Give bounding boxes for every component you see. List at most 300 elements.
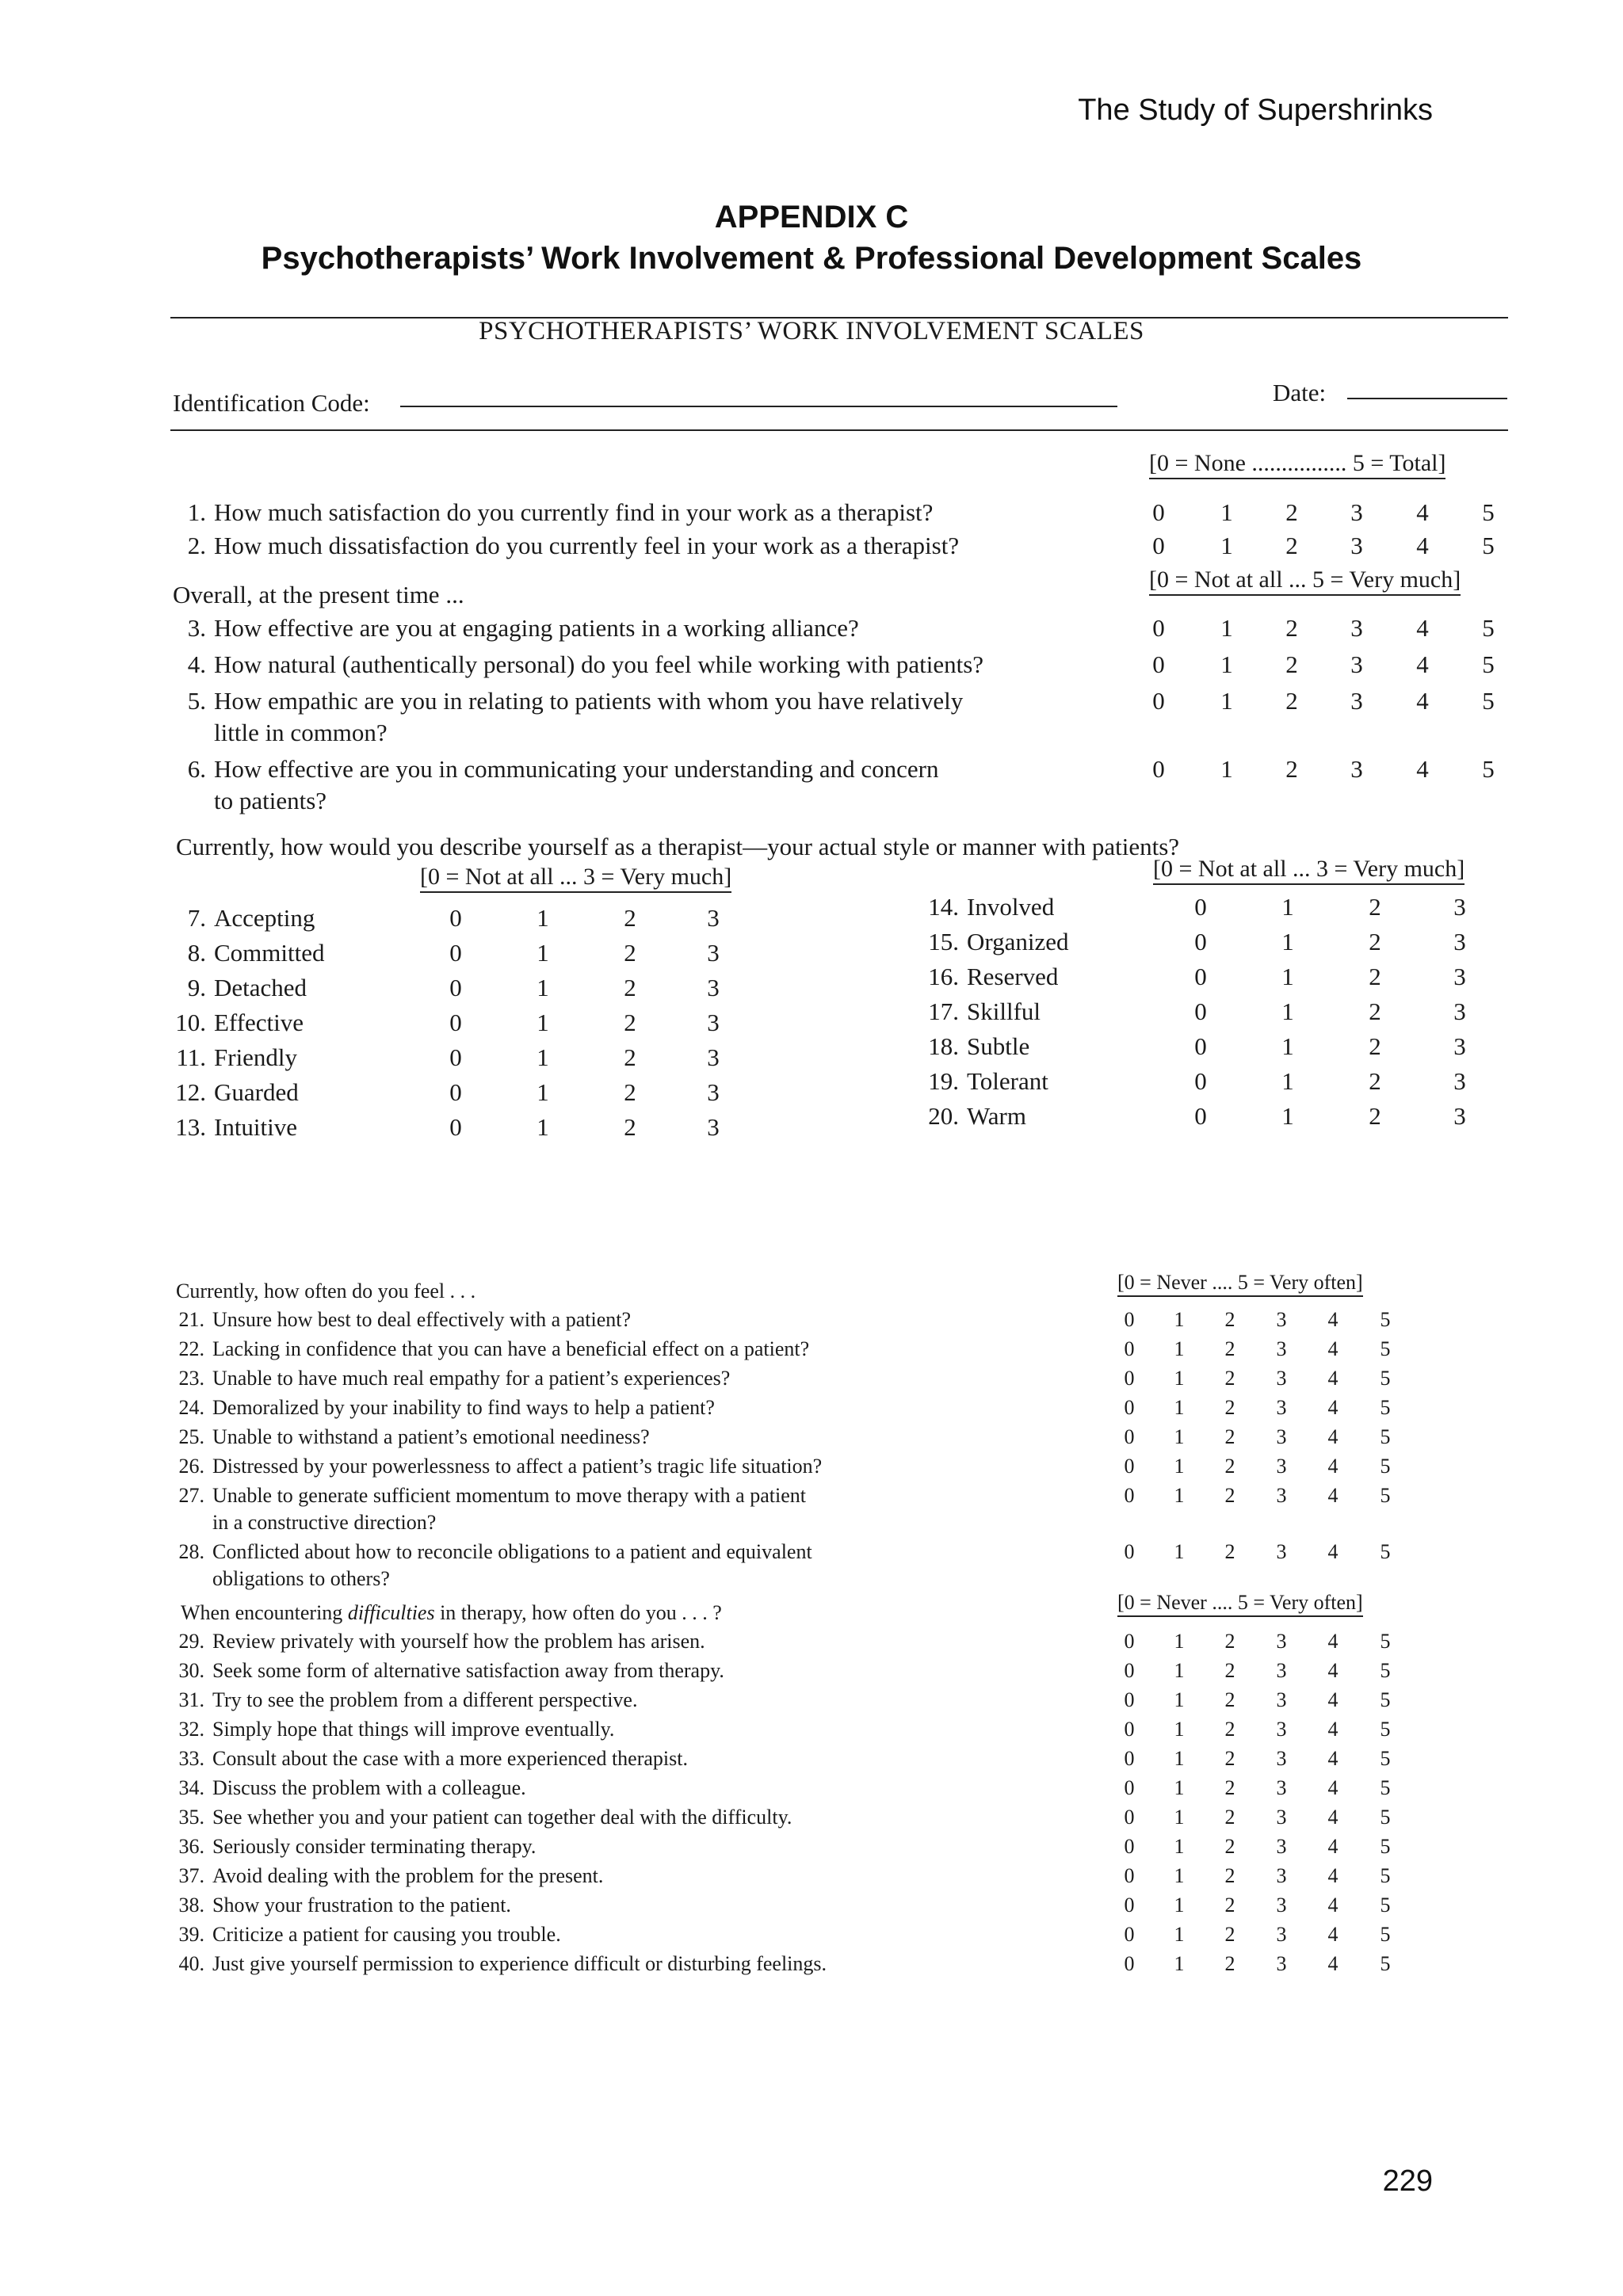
scale-option-5[interactable]: 5 (1482, 532, 1495, 559)
scale-option-2[interactable]: 2 (1224, 1540, 1235, 1563)
scale-option-0[interactable]: 0 (449, 1078, 462, 1106)
scale-option-0[interactable]: 0 (1124, 1923, 1135, 1946)
scale-option-2[interactable]: 2 (1285, 687, 1298, 715)
question-item (166, 1041, 297, 1074)
scale-option-2[interactable]: 2 (1369, 1067, 1381, 1095)
scale-option-3[interactable]: 3 (1453, 893, 1466, 921)
scale-option-0[interactable]: 0 (1194, 1032, 1207, 1060)
scale-option-1[interactable]: 1 (1174, 1864, 1185, 1887)
scale-option-2[interactable]: 2 (1224, 1367, 1235, 1390)
scale-option-2[interactable]: 2 (624, 904, 636, 932)
question-item (176, 1452, 822, 1481)
scale-option-2[interactable]: 2 (1369, 997, 1381, 1025)
scale-option-0[interactable]: 0 (1124, 1952, 1135, 1975)
scale-option-1[interactable]: 1 (1174, 1806, 1185, 1829)
scale-option-2[interactable]: 2 (1285, 614, 1298, 642)
scale-option-2[interactable]: 2 (1224, 1659, 1235, 1682)
scale-option-5[interactable]: 5 (1380, 1864, 1391, 1887)
question-number: 36. (178, 1835, 204, 1858)
scale-option-3[interactable]: 3 (707, 1113, 720, 1141)
scale-option-4[interactable]: 4 (1327, 1337, 1338, 1360)
date-field[interactable] (1347, 398, 1507, 399)
question-text: Unable to have much real empathy for a patient’s experiences? (212, 1367, 731, 1390)
scale-option-3[interactable]: 3 (1350, 687, 1363, 715)
scale-option-0[interactable]: 0 (1194, 1067, 1207, 1095)
question-text: Consult about the case with a more experienced therapist. (212, 1747, 688, 1770)
question-number: 34. (178, 1776, 204, 1799)
scale-option-3[interactable]: 3 (1276, 1630, 1287, 1653)
question-item (919, 891, 1054, 924)
scale-option-2[interactable]: 2 (1369, 1032, 1381, 1060)
question-item (176, 1745, 688, 1773)
emphasis: difficulties (347, 1601, 435, 1624)
scale-option-2[interactable]: 2 (1224, 1337, 1235, 1360)
scale-option-0[interactable]: 0 (1194, 1102, 1207, 1130)
identification-code-label: Identification Code: (173, 389, 370, 417)
scale-option-0[interactable]: 0 (1124, 1688, 1135, 1711)
question-text: Discuss the problem with a colleague. (212, 1776, 526, 1799)
question-text: Just give yourself permission to experience difficult or disturbing feelings. (212, 1952, 827, 1975)
question-text: How empathic are you in relating to patients with whom you have relatively (214, 687, 964, 715)
scale-option-2[interactable]: 2 (1224, 1425, 1235, 1448)
scale-option-4[interactable]: 4 (1327, 1396, 1338, 1419)
question-item (176, 1627, 705, 1656)
scale-option-0[interactable]: 0 (1124, 1659, 1135, 1682)
question-number: 4. (187, 650, 206, 678)
scale-option-3[interactable]: 3 (707, 974, 720, 1001)
scale-option-0[interactable]: 0 (1124, 1630, 1135, 1653)
scale-option-3[interactable]: 3 (1276, 1952, 1287, 1975)
scale-option-5[interactable]: 5 (1380, 1308, 1391, 1331)
scale-option-3[interactable]: 3 (1276, 1337, 1287, 1360)
question-number: 5. (187, 687, 206, 715)
scale-option-2[interactable]: 2 (1224, 1894, 1235, 1917)
question-number: 2. (187, 532, 206, 559)
scale-option-3[interactable]: 3 (1453, 928, 1466, 955)
scale-option-1[interactable]: 1 (1174, 1396, 1185, 1419)
scale-option-2[interactable]: 2 (1224, 1396, 1235, 1419)
page-number: 229 (1382, 2164, 1433, 2198)
appendix-heading (0, 196, 1623, 279)
question-text: Criticize a patient for causing you trouble. (212, 1923, 561, 1946)
scale-option-0[interactable]: 0 (1194, 997, 1207, 1025)
scale-option-4[interactable]: 4 (1327, 1308, 1338, 1331)
scale-option-5[interactable]: 5 (1380, 1367, 1391, 1390)
scale-option-0[interactable]: 0 (1124, 1308, 1135, 1331)
scale-option-0[interactable]: 0 (1124, 1455, 1135, 1478)
scale-option-2[interactable]: 2 (1369, 963, 1381, 990)
scale-option-3[interactable]: 3 (1453, 963, 1466, 990)
scale-option-4[interactable]: 4 (1327, 1540, 1338, 1563)
scale-option-3[interactable]: 3 (1350, 614, 1363, 642)
scale-option-0[interactable]: 0 (1124, 1337, 1135, 1360)
scale-option-2[interactable]: 2 (1224, 1806, 1235, 1829)
scale-option-4[interactable]: 4 (1416, 614, 1429, 642)
question-number: 1. (187, 498, 206, 526)
scale-option-4[interactable]: 4 (1327, 1776, 1338, 1799)
question-number: 25. (178, 1425, 204, 1448)
scale-option-5[interactable]: 5 (1380, 1806, 1391, 1829)
scale-option-2[interactable]: 2 (1224, 1484, 1235, 1507)
question-number: 15. (928, 928, 959, 955)
scale-option-3[interactable]: 3 (1276, 1425, 1287, 1448)
question-number: 11. (176, 1043, 206, 1071)
scale-option-3[interactable]: 3 (1276, 1864, 1287, 1887)
question-text: How natural (authentically personal) do you feel while working with patients? (214, 650, 984, 678)
scale-option-2[interactable]: 2 (1224, 1747, 1235, 1770)
scale-option-3[interactable]: 3 (1276, 1455, 1287, 1478)
question-text: Detached (214, 974, 307, 1001)
scale-option-3[interactable]: 3 (707, 1078, 720, 1106)
scale-option-0[interactable]: 0 (1124, 1425, 1135, 1448)
scale-option-2[interactable]: 2 (1224, 1864, 1235, 1887)
scale-option-1[interactable]: 1 (1281, 1032, 1294, 1060)
scale-option-3[interactable]: 3 (1276, 1396, 1287, 1419)
scale-option-0[interactable]: 0 (1124, 1835, 1135, 1858)
scale-option-5[interactable]: 5 (1380, 1952, 1391, 1975)
scale-option-2[interactable]: 2 (1224, 1455, 1235, 1478)
scale-option-3[interactable]: 3 (1276, 1806, 1287, 1829)
scale-option-4[interactable]: 4 (1416, 532, 1429, 559)
scale-option-0[interactable]: 0 (1124, 1484, 1135, 1507)
scale-option-0[interactable]: 0 (1194, 893, 1207, 921)
scale-option-1[interactable]: 1 (537, 1043, 549, 1071)
question-number: 33. (178, 1747, 204, 1770)
question-text: Guarded (214, 1078, 299, 1106)
scale-option-0[interactable]: 0 (1124, 1776, 1135, 1799)
scale-option-5[interactable]: 5 (1380, 1747, 1391, 1770)
scale-option-5[interactable]: 5 (1380, 1396, 1391, 1419)
scale-option-0[interactable]: 0 (449, 939, 462, 967)
scale-option-2[interactable]: 2 (624, 1078, 636, 1106)
scale-option-4[interactable]: 4 (1327, 1455, 1338, 1478)
scale-option-1[interactable]: 1 (1220, 498, 1233, 526)
scale-option-2[interactable]: 2 (1285, 755, 1298, 783)
scale-option-0[interactable]: 0 (1152, 755, 1165, 783)
scale-option-0[interactable]: 0 (1124, 1540, 1135, 1563)
question-number: 28. (178, 1540, 204, 1563)
scale-option-3[interactable]: 3 (1276, 1923, 1287, 1946)
scale-option-5[interactable]: 5 (1482, 650, 1495, 678)
scale-option-2[interactable]: 2 (624, 939, 636, 967)
scale-option-0[interactable]: 0 (1124, 1806, 1135, 1829)
scale-option-3[interactable]: 3 (1276, 1776, 1287, 1799)
scale-option-3[interactable]: 3 (1276, 1718, 1287, 1741)
scale-option-5[interactable]: 5 (1380, 1630, 1391, 1653)
scale-option-4[interactable]: 4 (1416, 755, 1429, 783)
scale-option-0[interactable]: 0 (1194, 963, 1207, 990)
scale-option-0[interactable]: 0 (449, 1043, 462, 1071)
scale-option-2[interactable]: 2 (624, 1043, 636, 1071)
scale-option-2[interactable]: 2 (624, 974, 636, 1001)
scale-option-5[interactable]: 5 (1380, 1718, 1391, 1741)
scale-option-5[interactable]: 5 (1380, 1540, 1391, 1563)
question-item (919, 1065, 1048, 1098)
question-number: 31. (178, 1688, 204, 1711)
scale-option-5[interactable]: 5 (1380, 1894, 1391, 1917)
question-item (176, 1657, 724, 1685)
scale-option-1[interactable]: 1 (1220, 755, 1233, 783)
question-text: Reserved (967, 963, 1059, 990)
question-item (176, 1364, 730, 1393)
scale-option-1[interactable]: 1 (1281, 1067, 1294, 1095)
scale-option-1[interactable]: 1 (537, 974, 549, 1001)
scale-option-4[interactable]: 4 (1327, 1688, 1338, 1711)
scale-option-0[interactable]: 0 (1152, 498, 1165, 526)
scale-option-5[interactable]: 5 (1482, 498, 1495, 526)
question-text: Conflicted about how to reconcile obligations to a patient and equivalent (212, 1540, 812, 1563)
scale-option-5[interactable]: 5 (1482, 614, 1495, 642)
question-item (176, 1686, 637, 1714)
scale-option-0[interactable]: 0 (1152, 650, 1165, 678)
scale-option-2[interactable]: 2 (1224, 1776, 1235, 1799)
scale-option-5[interactable]: 5 (1380, 1659, 1391, 1682)
identification-code-field[interactable] (400, 406, 1117, 407)
question-number: 30. (178, 1659, 204, 1682)
question-item (176, 1538, 812, 1566)
scale-option-3[interactable]: 3 (707, 1009, 720, 1036)
question-text-continued: obligations to others? (212, 1567, 390, 1590)
scale-option-2[interactable]: 2 (1224, 1630, 1235, 1653)
scale-option-3[interactable]: 3 (707, 939, 720, 967)
scale-option-4[interactable]: 4 (1416, 687, 1429, 715)
scale-option-5[interactable]: 5 (1380, 1923, 1391, 1946)
scale-option-1[interactable]: 1 (1220, 614, 1233, 642)
scale-option-2[interactable]: 2 (1285, 498, 1298, 526)
question-item (176, 1891, 511, 1920)
question-item (166, 902, 315, 935)
scale-option-4[interactable]: 4 (1327, 1367, 1338, 1390)
scale-option-3[interactable]: 3 (1350, 755, 1363, 783)
scale-option-0[interactable]: 0 (1124, 1396, 1135, 1419)
scale-option-1[interactable]: 1 (1281, 963, 1294, 990)
scale-option-3[interactable]: 3 (1276, 1367, 1287, 1390)
scale-option-3[interactable]: 3 (1276, 1308, 1287, 1331)
scale-option-2[interactable]: 2 (1224, 1688, 1235, 1711)
scale-option-2[interactable]: 2 (1369, 928, 1381, 955)
scale-option-4[interactable]: 4 (1327, 1659, 1338, 1682)
scale-option-3[interactable]: 3 (1453, 1032, 1466, 1060)
scale-option-1[interactable]: 1 (1281, 893, 1294, 921)
scale-option-4[interactable]: 4 (1327, 1484, 1338, 1507)
scale-option-1[interactable]: 1 (1174, 1718, 1185, 1741)
question-text: Review privately with yourself how the problem has arisen. (212, 1630, 705, 1653)
question-item (166, 971, 307, 1005)
scale-option-1[interactable]: 1 (537, 939, 549, 967)
question-number: 7. (187, 904, 206, 932)
scale-option-5[interactable]: 5 (1380, 1776, 1391, 1799)
scale-option-0[interactable]: 0 (1124, 1367, 1135, 1390)
scale-option-1[interactable]: 1 (1174, 1894, 1185, 1917)
question-item (176, 1774, 526, 1802)
question-item (919, 1030, 1029, 1063)
scale-option-3[interactable]: 3 (1276, 1659, 1287, 1682)
question-text-continued: in a constructive direction? (212, 1511, 437, 1534)
scale-option-0[interactable]: 0 (449, 904, 462, 932)
question-text: How effective are you at engaging patients in a working alliance? (214, 614, 859, 642)
scale-option-3[interactable]: 3 (707, 904, 720, 932)
scale-option-3[interactable]: 3 (1276, 1894, 1287, 1917)
scale-option-5[interactable]: 5 (1380, 1455, 1391, 1478)
scale-option-1[interactable]: 1 (1281, 1102, 1294, 1130)
question-number: 3. (187, 614, 206, 642)
question-item (166, 529, 959, 563)
question-item (176, 1862, 603, 1890)
scale-option-3[interactable]: 3 (1350, 532, 1363, 559)
question-number: 9. (187, 974, 206, 1001)
question-text: See whether you and your patient can together deal with the difficulty. (212, 1806, 792, 1829)
question-number: 26. (178, 1455, 204, 1478)
scale-option-3[interactable]: 3 (1276, 1540, 1287, 1563)
scale-option-1[interactable]: 1 (1174, 1455, 1185, 1478)
scale-option-3[interactable]: 3 (1350, 498, 1363, 526)
scale-option-5[interactable]: 5 (1380, 1337, 1391, 1360)
question-text: Warm (967, 1102, 1026, 1130)
scale-option-4[interactable]: 4 (1327, 1835, 1338, 1858)
question-item (166, 1076, 299, 1109)
scale-option-1[interactable]: 1 (1174, 1688, 1185, 1711)
question-number: 37. (178, 1864, 204, 1887)
scale-option-1[interactable]: 1 (537, 1113, 549, 1141)
question-number: 23. (178, 1367, 204, 1390)
scale-option-1[interactable]: 1 (1174, 1337, 1185, 1360)
scale-option-3[interactable]: 3 (707, 1043, 720, 1071)
scale-option-4[interactable]: 4 (1327, 1923, 1338, 1946)
scale-option-1[interactable]: 1 (1174, 1308, 1185, 1331)
scale-option-1[interactable]: 1 (1174, 1923, 1185, 1946)
scale-option-3[interactable]: 3 (1453, 1067, 1466, 1095)
scale-option-0[interactable]: 0 (449, 1113, 462, 1141)
scale-option-1[interactable]: 1 (1174, 1747, 1185, 1770)
scale-option-0[interactable]: 0 (1124, 1718, 1135, 1741)
scale-option-4[interactable]: 4 (1327, 1894, 1338, 1917)
scale-option-2[interactable]: 2 (1285, 532, 1298, 559)
scale-option-1[interactable]: 1 (1174, 1484, 1185, 1507)
scale-option-4[interactable]: 4 (1327, 1864, 1338, 1887)
scale-option-1[interactable]: 1 (1174, 1630, 1185, 1653)
scale-option-1[interactable]: 1 (1220, 532, 1233, 559)
scale-option-2[interactable]: 2 (1224, 1952, 1235, 1975)
question-number: 32. (178, 1718, 204, 1741)
scale-option-1[interactable]: 1 (1174, 1659, 1185, 1682)
scale-option-3[interactable]: 3 (1276, 1747, 1287, 1770)
question-item (166, 648, 983, 681)
question-number: 40. (178, 1952, 204, 1975)
scale-option-2[interactable]: 2 (1224, 1923, 1235, 1946)
scale-option-0[interactable]: 0 (1152, 687, 1165, 715)
question-text: Seek some form of alternative satisfaction away from therapy. (212, 1659, 724, 1682)
scale-option-0[interactable]: 0 (1194, 928, 1207, 955)
question-text: How much dissatisfaction do you currently feel in your work as a therapist? (214, 532, 960, 559)
question-item (166, 612, 859, 645)
question-number: 18. (928, 1032, 959, 1060)
question-text: How effective are you in communicating your understanding and concern (214, 755, 939, 783)
question-item (166, 1006, 304, 1039)
scale-option-1[interactable]: 1 (1174, 1952, 1185, 1975)
scale-option-4[interactable]: 4 (1327, 1806, 1338, 1829)
question-text: Intuitive (214, 1113, 298, 1141)
scale-option-1[interactable]: 1 (1174, 1835, 1185, 1858)
scale-option-5[interactable]: 5 (1482, 687, 1495, 715)
scale-option-2[interactable]: 2 (1224, 1835, 1235, 1858)
question-number: 16. (928, 963, 959, 990)
section5-intro: When encountering difficulties in therapy, how often do you . . . ? (181, 1601, 722, 1624)
scale-option-5[interactable]: 5 (1380, 1835, 1391, 1858)
scale-option-2[interactable]: 2 (624, 1113, 636, 1141)
question-number: 24. (178, 1396, 204, 1419)
scale-option-4[interactable]: 4 (1327, 1952, 1338, 1975)
question-text: Show your frustration to the patient. (212, 1894, 511, 1917)
scale-option-3[interactable]: 3 (1276, 1484, 1287, 1507)
scale-option-4[interactable]: 4 (1327, 1747, 1338, 1770)
scale-option-3[interactable]: 3 (1350, 650, 1363, 678)
appendix-title: Psychotherapists’ Work Involvement & Professional Development Scales (261, 241, 1362, 276)
scale-option-0[interactable]: 0 (449, 1009, 462, 1036)
scale-option-5[interactable]: 5 (1380, 1688, 1391, 1711)
scale-option-2[interactable]: 2 (1369, 893, 1381, 921)
question-number: 6. (187, 755, 206, 783)
question-text: Effective (214, 1009, 304, 1036)
scale-option-5[interactable]: 5 (1380, 1425, 1391, 1448)
scale-option-0[interactable]: 0 (1124, 1894, 1135, 1917)
scale-option-1[interactable]: 1 (537, 1078, 549, 1106)
question-number: 10. (175, 1009, 206, 1036)
scale-option-1[interactable]: 1 (1281, 997, 1294, 1025)
scale-option-5[interactable]: 5 (1380, 1484, 1391, 1507)
scale-option-4[interactable]: 4 (1327, 1630, 1338, 1653)
scale-option-4[interactable]: 4 (1327, 1425, 1338, 1448)
scale-option-2[interactable]: 2 (624, 1009, 636, 1036)
scale-option-2[interactable]: 2 (1224, 1308, 1235, 1331)
scale-option-1[interactable]: 1 (537, 904, 549, 932)
question-number: 22. (178, 1337, 204, 1360)
scale-option-2[interactable]: 2 (1285, 650, 1298, 678)
scale-option-3[interactable]: 3 (1276, 1835, 1287, 1858)
scale-option-5[interactable]: 5 (1482, 755, 1495, 783)
question-text: Distressed by your powerlessness to affect a patient’s tragic life situation? (212, 1455, 823, 1478)
question-text: Try to see the problem from a different perspective. (212, 1688, 638, 1711)
scale-option-0[interactable]: 0 (1152, 614, 1165, 642)
scale-option-1[interactable]: 1 (1174, 1367, 1185, 1390)
scale-option-4[interactable]: 4 (1327, 1718, 1338, 1741)
scale-option-1[interactable]: 1 (1220, 687, 1233, 715)
question-text: Organized (967, 928, 1069, 955)
scale-option-1[interactable]: 1 (1174, 1776, 1185, 1799)
question-number: 14. (928, 893, 959, 921)
question-item (176, 1394, 715, 1422)
question-item (166, 496, 933, 529)
question-item (166, 685, 963, 718)
scale-option-3[interactable]: 3 (1453, 1102, 1466, 1130)
scale-option-0[interactable]: 0 (1152, 532, 1165, 559)
scale-option-1[interactable]: 1 (1220, 650, 1233, 678)
scale-option-1[interactable]: 1 (1281, 928, 1294, 955)
scale-option-3[interactable]: 3 (1276, 1688, 1287, 1711)
scale-option-0[interactable]: 0 (1124, 1747, 1135, 1770)
scale-option-2[interactable]: 2 (1369, 1102, 1381, 1130)
scale-option-1[interactable]: 1 (1174, 1540, 1185, 1563)
form-title: PSYCHOTHERAPISTS’ WORK INVOLVEMENT SCALES (479, 317, 1144, 345)
scale-option-3[interactable]: 3 (1453, 997, 1466, 1025)
scale-option-1[interactable]: 1 (1174, 1425, 1185, 1448)
scale-option-2[interactable]: 2 (1224, 1718, 1235, 1741)
scale-option-1[interactable]: 1 (537, 1009, 549, 1036)
question-text: Unable to generate sufficient momentum to move therapy with a patient (212, 1484, 806, 1507)
scale-option-0[interactable]: 0 (449, 974, 462, 1001)
scale-option-4[interactable]: 4 (1416, 650, 1429, 678)
scale-option-4[interactable]: 4 (1416, 498, 1429, 526)
scale-option-0[interactable]: 0 (1124, 1864, 1135, 1887)
